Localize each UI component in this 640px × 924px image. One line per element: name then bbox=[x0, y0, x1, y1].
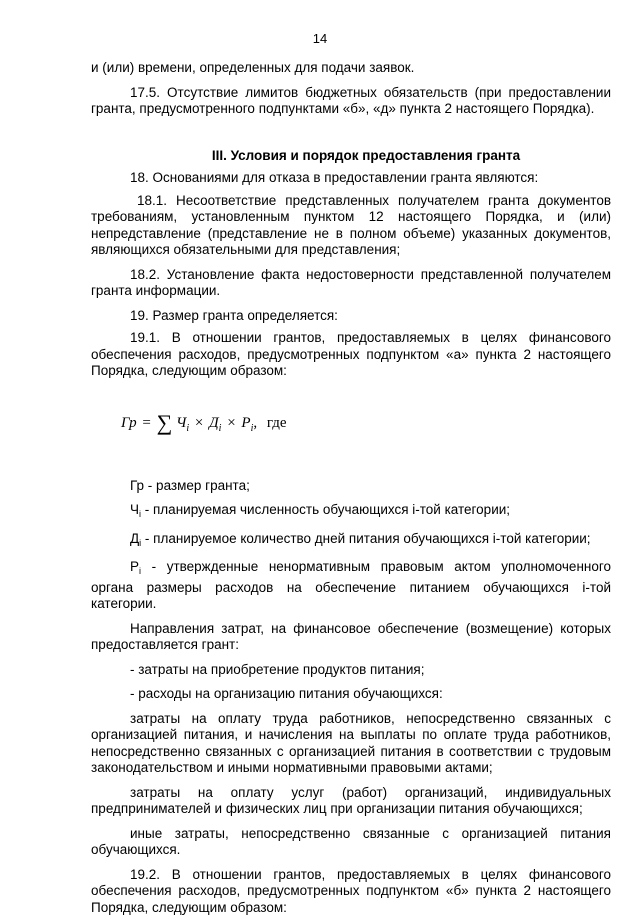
formula-sub-1: i bbox=[186, 422, 190, 434]
definition-p-subscript: i bbox=[139, 566, 142, 576]
formula-times-1: × bbox=[194, 414, 204, 431]
formula-times-2: × bbox=[227, 414, 236, 431]
list-item-food-products: - затраты на приобретение продуктов питания; bbox=[130, 661, 425, 677]
definition-ch-symbol: Ч bbox=[130, 502, 139, 517]
definition-ch bbox=[91, 502, 611, 523]
definition-d-text: - планируемое количество дней питания обучающихся i-той категории; bbox=[141, 530, 591, 546]
sub-item-other-costs: иные затраты, непосредственно связанные с организацией питания обучающихся. bbox=[91, 825, 611, 857]
definition-p-text: - утвержденные ненормативным правовым актом уполномоченного органа размеры расходов на обеспечение питанием обучающихся i-той категории. bbox=[91, 559, 611, 611]
definition-p bbox=[91, 559, 611, 613]
sub-item-services-costs: затраты на оплату услуг (работ) организаций, индивидуальных предпринимателей и физических лиц при организации питания обучающихся; bbox=[91, 784, 611, 816]
definition-d-subscript: i bbox=[139, 537, 142, 548]
paragraph-continuation: и (или) времени, определенных для подачи заявок. bbox=[91, 60, 415, 75]
formula-term-2: Д bbox=[209, 414, 219, 431]
paragraph-18-1: 18.1. Несоответствие представленных получателем гранта документов требованиям, установленным пунктом 12 настоящего Порядка, и (или) непредставление (представление не в полном объеме) указанных документов, являющихся обязательными для представления; bbox=[91, 192, 611, 257]
definition-d-symbol: Д bbox=[130, 530, 140, 546]
formula-comma: , bbox=[253, 414, 258, 431]
formula-term-3: Р bbox=[241, 414, 251, 431]
definition-p-symbol: P bbox=[130, 559, 140, 574]
list-item-catering-costs: - расходы на организацию питания обучающихся: bbox=[130, 686, 443, 701]
paragraph-18: 18. Основаниями для отказа в предоставлении гранта являются: bbox=[130, 170, 539, 185]
formula-sub-3: i bbox=[250, 422, 254, 434]
formula-where: где bbox=[266, 414, 287, 431]
page-number: 14 bbox=[312, 31, 328, 46]
paragraph-19-2: 19.2. В отношении грантов, предоставляемых в целях финансового обеспечения расходов, предусмотренных подпунктом «б» пункта 2 настоящего Порядка, следующим образом: bbox=[91, 866, 611, 915]
definition-gr: Гр - размер гранта; bbox=[130, 477, 250, 493]
definition-ch-text: - планируемая численность обучающихся i-той категории; bbox=[141, 502, 511, 517]
document-body bbox=[91, 60, 611, 924]
formula-equals: = bbox=[142, 414, 151, 431]
definition-ch-subscript: i bbox=[139, 509, 141, 519]
paragraph-18-2: 18.2. Установление факта недостоверности представленной получателем гранта информации. bbox=[91, 266, 611, 298]
definition-d bbox=[91, 531, 611, 552]
paragraph-19-1: 19.1. В отношении грантов, предоставляемых в целях финансового обеспечения расходов, предусмотренных подпунктом «а» пункта 2 настоящего Порядка, следующим образом: bbox=[91, 330, 611, 378]
paragraph-17-5: 17.5. Отсутствие лимитов бюджетных обязательств (при предоставлении гранта, предусмотренного подпунктами «б», «д» пункта 2 настоящего Порядка). bbox=[91, 84, 611, 116]
grant-formula bbox=[91, 402, 611, 444]
formula-sum-sign: ∑ bbox=[156, 409, 173, 435]
paragraph-directions: Направления затрат, на финансовое обеспечение (возмещение) которых предоставляется грант: bbox=[91, 620, 611, 652]
formula-term-1: Ч bbox=[176, 414, 187, 431]
formula-sub-2: i bbox=[218, 422, 222, 434]
paragraph-19: 19. Размер гранта определяется: bbox=[130, 307, 338, 323]
sub-item-labor-costs: затраты на оплату труда работников, непосредственно связанных с организацией питания, и начисления на выплаты по оплате труда работников, непосредственно связанных с организацией питания в соответствии с трудовым законодательством и иными нормативными правовыми актами; bbox=[91, 710, 611, 775]
formula-lhs: Гр bbox=[121, 414, 137, 431]
section-heading: III. Условия и порядок предоставления гранта bbox=[211, 147, 521, 163]
